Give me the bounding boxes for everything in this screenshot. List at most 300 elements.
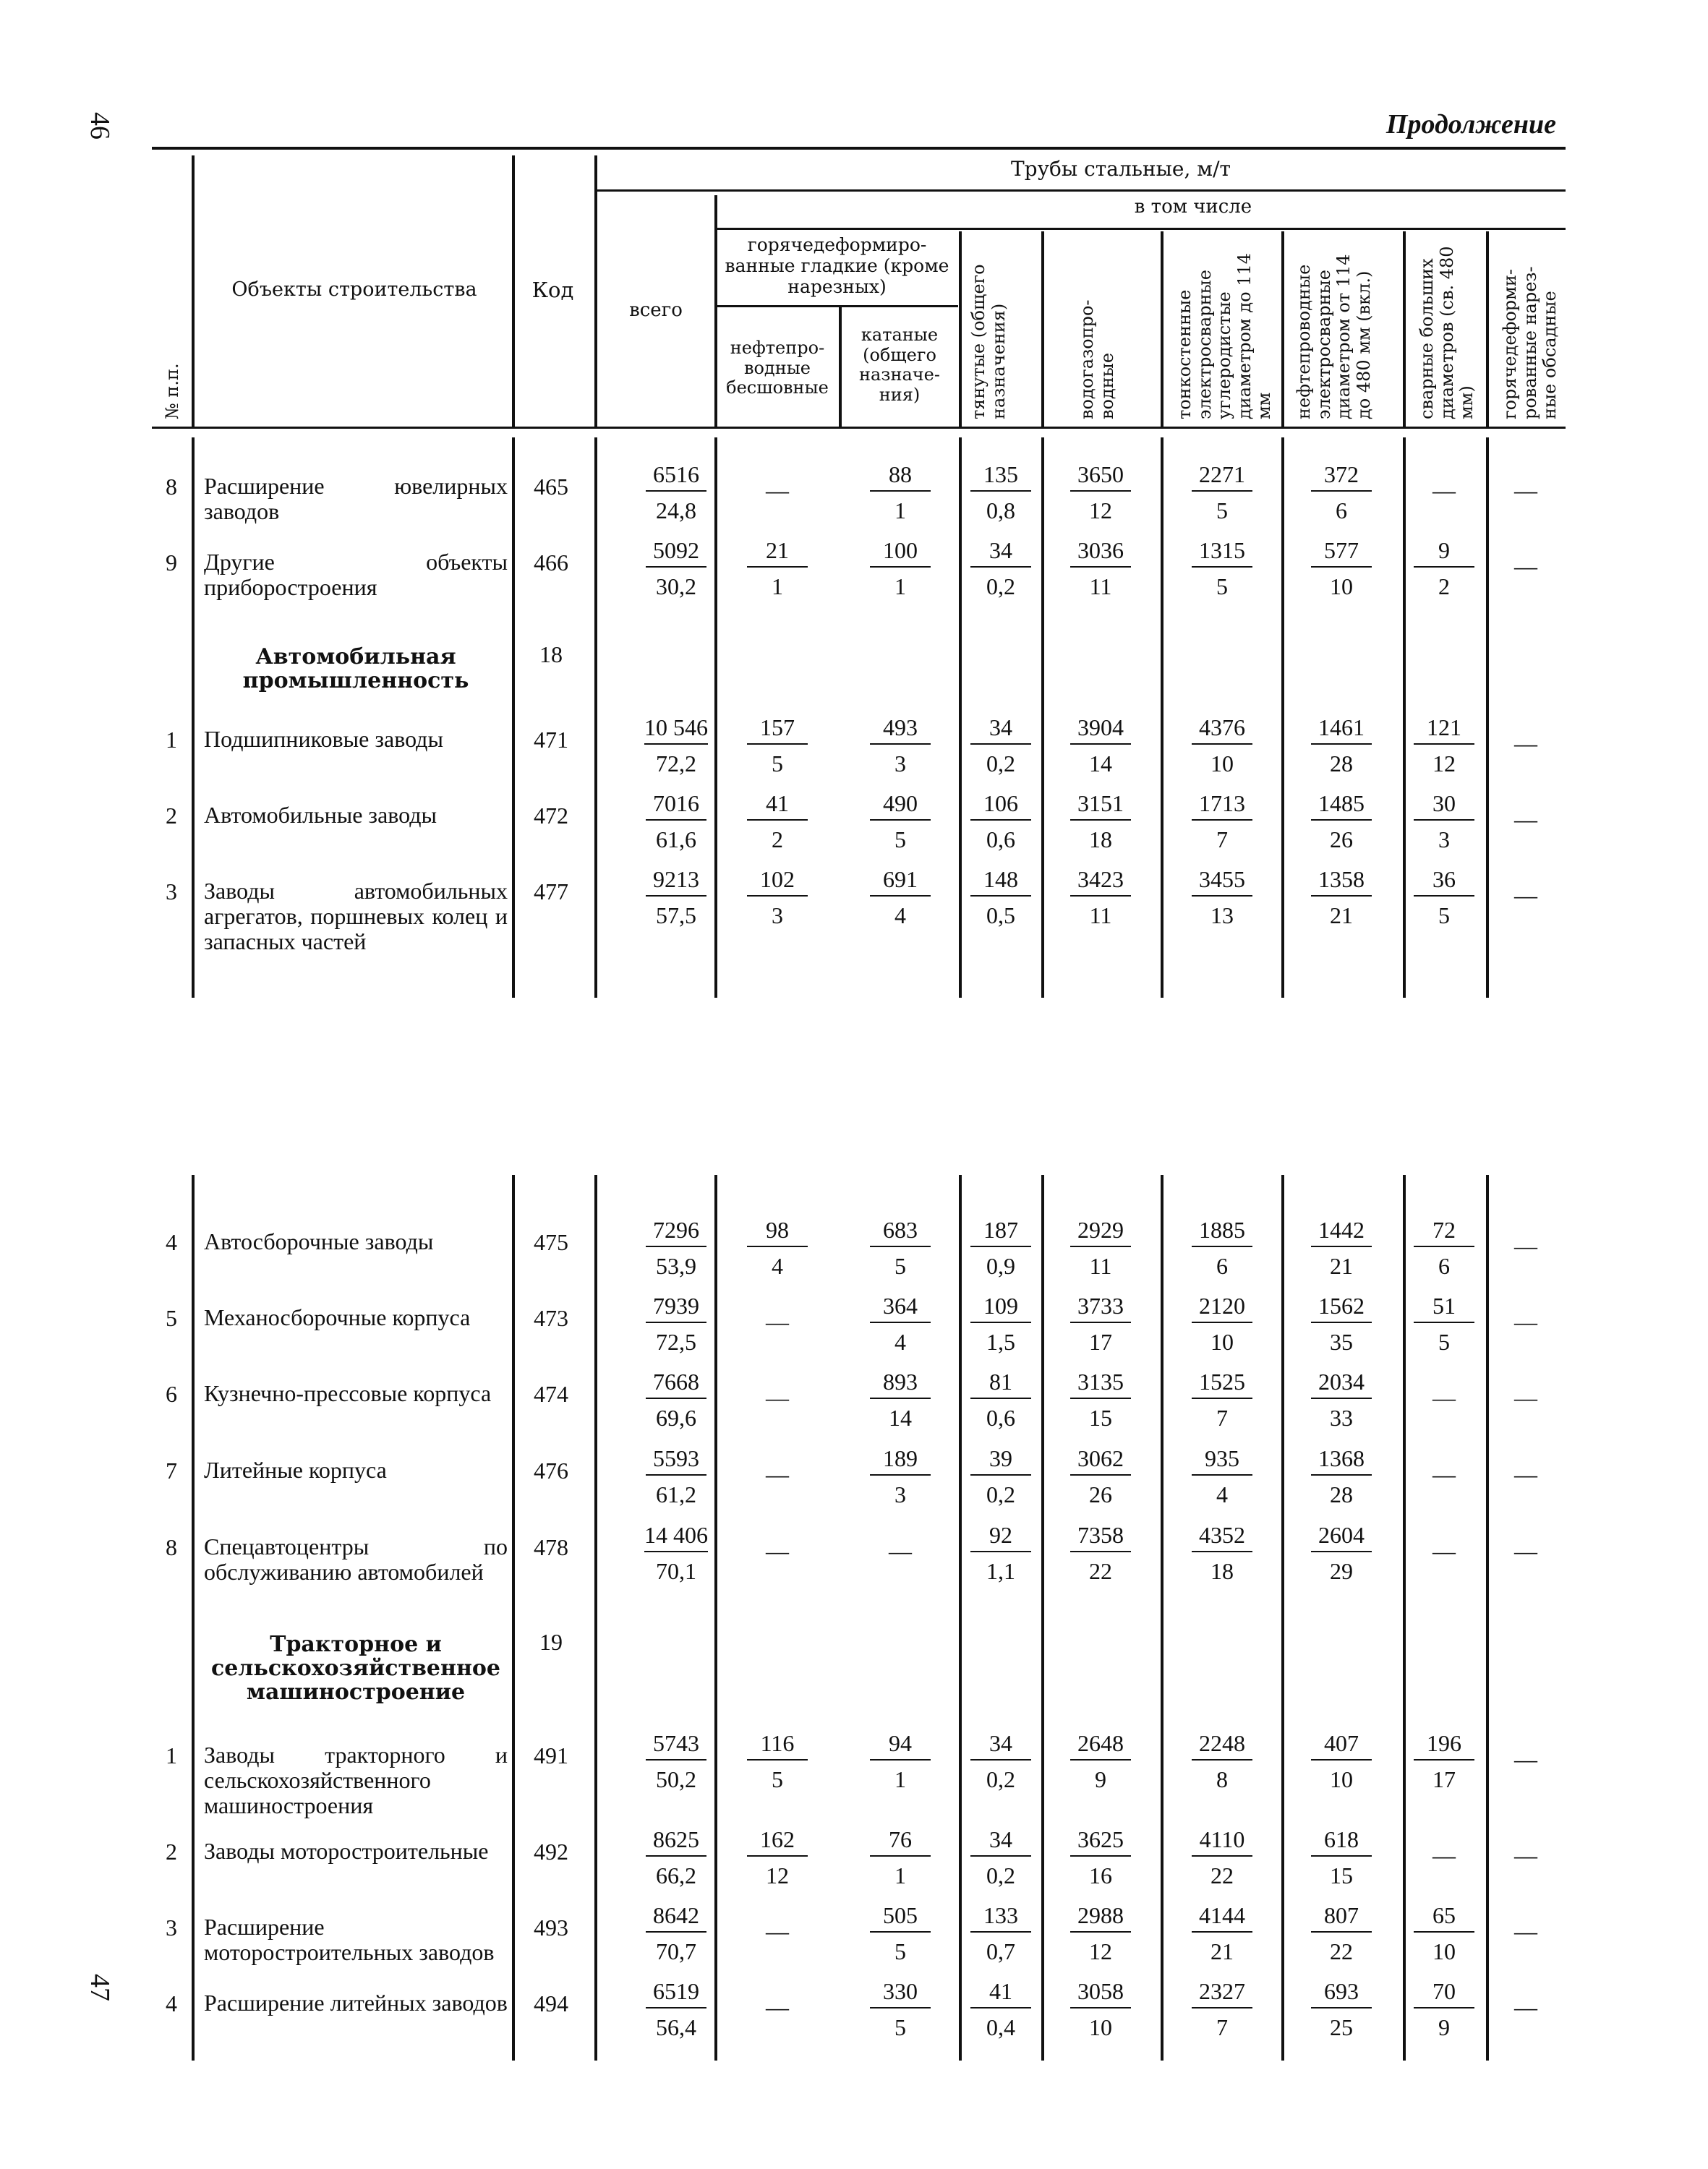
fraction-bottom: 5 — [894, 1253, 906, 1279]
fraction-bottom: 5 — [894, 2014, 906, 2040]
code-cell: 19 — [539, 1629, 563, 1655]
fraction-cell — [633, 1218, 720, 1278]
fraction-cell — [957, 1980, 1044, 2039]
fraction-bottom: 10 — [1210, 1329, 1234, 1355]
row-number: 2 — [166, 1839, 177, 1865]
fraction-cell — [857, 1294, 944, 1353]
code-cell: 491 — [534, 1742, 568, 1768]
code-cell: 471 — [534, 727, 568, 753]
empty-cell: — — [766, 477, 789, 503]
fraction-bottom: 30,2 — [656, 573, 696, 599]
fraction-top: 5593 — [646, 1447, 706, 1476]
fraction-bottom: 13 — [1210, 902, 1234, 928]
fraction-cell — [1057, 1218, 1144, 1278]
fraction-cell — [1298, 1904, 1385, 1963]
fraction-cell — [1179, 1370, 1265, 1429]
fraction-cell — [857, 1447, 944, 1506]
fraction-top: 34 — [970, 716, 1031, 745]
fraction-cell — [1298, 1732, 1385, 1791]
empty-cell: — — [1514, 553, 1537, 579]
fraction-bottom: 18 — [1210, 1558, 1234, 1584]
fraction-cell — [1057, 1294, 1144, 1353]
fraction-top: 10 546 — [644, 716, 708, 745]
fraction-bottom: 5 — [772, 1766, 783, 1792]
fraction-top: 3058 — [1070, 1980, 1131, 2008]
fraction-top: 7358 — [1070, 1523, 1131, 1552]
fraction-cell — [633, 1370, 720, 1429]
fraction-bottom: 9 — [1438, 2014, 1450, 2040]
fraction-cell — [857, 792, 944, 851]
fraction-cell — [857, 1218, 944, 1278]
column-rule — [1161, 437, 1163, 998]
empty-cell: — — [1432, 1538, 1456, 1564]
fraction-top: 2248 — [1192, 1732, 1252, 1761]
fraction-bottom: 3 — [772, 902, 783, 928]
fraction-top: 41 — [747, 792, 808, 821]
fraction-top: 3733 — [1070, 1294, 1131, 1323]
object-name: Другие объекты приборостроения — [204, 549, 508, 601]
fraction-cell — [957, 1447, 1044, 1506]
fraction-top: 81 — [970, 1370, 1031, 1399]
empty-cell: — — [1432, 1385, 1456, 1411]
fraction-top: 3650 — [1070, 463, 1131, 492]
fraction-top: 4352 — [1192, 1523, 1252, 1552]
fraction-bottom: 2 — [772, 826, 783, 852]
fraction-top: 14 406 — [644, 1523, 708, 1552]
fraction-cell — [1057, 1828, 1144, 1887]
fraction-top: 9 — [1414, 539, 1474, 568]
fraction-bottom: 22 — [1089, 1558, 1112, 1584]
fraction-top: 807 — [1311, 1904, 1372, 1933]
fraction-cell — [857, 716, 944, 775]
fraction-bottom: 69,6 — [656, 1405, 696, 1431]
fraction-cell — [734, 1732, 821, 1791]
fraction-top: 893 — [870, 1370, 931, 1399]
row-number: 3 — [166, 878, 177, 904]
fraction-cell — [633, 539, 720, 598]
fraction-bottom: 4 — [894, 902, 906, 928]
fraction-cell — [1179, 1447, 1265, 1506]
fraction-bottom: 4 — [894, 1329, 906, 1355]
fraction-bottom: 1 — [894, 1862, 906, 1888]
header-hot-threaded: горячедеформи-рованные нарез-ные обсадные — [1500, 266, 1560, 419]
fraction-top: 121 — [1414, 716, 1474, 745]
fraction-top: 1461 — [1311, 716, 1372, 745]
fraction-top: 5092 — [646, 539, 706, 568]
fraction-bottom: 7 — [1216, 2014, 1228, 2040]
fraction-bottom: 21 — [1330, 902, 1353, 928]
fraction-cell — [1298, 1370, 1385, 1429]
fraction-cell — [1401, 716, 1487, 775]
fraction-top: 2988 — [1070, 1904, 1131, 1933]
empty-cell: — — [766, 1385, 789, 1411]
fraction-bottom: 72,5 — [656, 1329, 696, 1355]
code-cell: 474 — [534, 1381, 568, 1407]
fraction-top: 34 — [970, 1732, 1031, 1761]
fraction-cell — [1298, 1218, 1385, 1278]
fraction-top: 21 — [747, 539, 808, 568]
fraction-bottom: 12 — [766, 1862, 789, 1888]
fraction-bottom: 18 — [1089, 826, 1112, 852]
fraction-top: 1525 — [1192, 1370, 1252, 1399]
fraction-top: 7939 — [646, 1294, 706, 1323]
section-title: Тракторное и сельскохозяйственное машиностроение — [210, 1632, 501, 1705]
empty-cell: — — [1514, 1233, 1537, 1259]
fraction-bottom: 15 — [1089, 1405, 1112, 1431]
fraction-cell — [1298, 868, 1385, 927]
fraction-cell — [633, 1904, 720, 1963]
fraction-bottom: 50,2 — [656, 1766, 696, 1792]
header-oil-welded: нефтепроводные электросварные диаметром от 114 до 480 мм (вкл.) — [1294, 254, 1374, 419]
empty-cell: — — [1514, 1461, 1537, 1487]
fraction-top: 1442 — [1311, 1218, 1372, 1247]
fraction-cell — [1179, 868, 1265, 927]
fraction-top: 407 — [1311, 1732, 1372, 1761]
fraction-cell — [957, 463, 1044, 522]
fraction-cell — [857, 1732, 944, 1791]
fraction-cell — [1057, 1370, 1144, 1429]
fraction-cell — [633, 463, 720, 522]
fraction-cell — [1401, 1294, 1487, 1353]
fraction-bottom: 6 — [1438, 1253, 1450, 1279]
fraction-bottom: 0,4 — [986, 2014, 1015, 2040]
fraction-bottom: 9 — [1095, 1766, 1106, 1792]
fraction-bottom: 61,2 — [656, 1481, 696, 1507]
fraction-top: 162 — [747, 1828, 808, 1857]
fraction-cell — [1298, 792, 1385, 851]
header-hot-group: горячедеформиро-ванные гладкие (кроме нарезных) — [725, 234, 949, 297]
fraction-top: 493 — [870, 716, 931, 745]
column-rule — [192, 437, 195, 998]
row-number: 2 — [166, 803, 177, 829]
fraction-cell — [857, 868, 944, 927]
row-number: 3 — [166, 1915, 177, 1941]
fraction-cell — [1401, 792, 1487, 851]
fraction-cell — [1179, 792, 1265, 851]
row-number: 4 — [166, 1990, 177, 2016]
header-water-gas: водогазопро-водные — [1077, 299, 1117, 419]
code-cell: 476 — [534, 1458, 568, 1484]
fraction-bottom: 53,9 — [656, 1253, 696, 1279]
fraction-top: 505 — [870, 1904, 931, 1933]
fraction-cell — [857, 1904, 944, 1963]
fraction-cell — [957, 868, 1044, 927]
fraction-cell — [1057, 539, 1144, 598]
page-number-top: 46 — [85, 112, 115, 140]
fraction-bottom: 11 — [1089, 1253, 1112, 1279]
fraction-top: 1713 — [1192, 792, 1252, 821]
fraction-bottom: 14 — [889, 1405, 912, 1431]
fraction-bottom: 12 — [1089, 497, 1112, 523]
fraction-bottom: 70,7 — [656, 1938, 696, 1964]
fraction-top: 30 — [1414, 792, 1474, 821]
object-name: Механосборочные корпуса — [204, 1304, 471, 1330]
fraction-top: 102 — [747, 868, 808, 897]
fraction-cell — [957, 1828, 1044, 1887]
fraction-cell — [857, 463, 944, 522]
fraction-cell — [633, 1447, 720, 1506]
fraction-cell — [1401, 1732, 1487, 1791]
fraction-top: 98 — [747, 1218, 808, 1247]
fraction-bottom: 0,2 — [986, 1481, 1015, 1507]
fraction-bottom: 0,8 — [986, 497, 1015, 523]
fraction-bottom: 0,2 — [986, 750, 1015, 777]
object-name: Спецавтоцентры по обслуживанию автомобилей — [204, 1533, 508, 1586]
fraction-bottom: 2 — [1438, 573, 1450, 599]
header-objects: Объекты строительства — [231, 278, 477, 301]
fraction-bottom: 6 — [1216, 1253, 1228, 1279]
column-rule — [594, 1175, 597, 2061]
fraction-cell — [957, 1904, 1044, 1963]
fraction-bottom: 0,7 — [986, 1938, 1015, 1964]
fraction-cell — [1179, 1904, 1265, 1963]
fraction-bottom: 21 — [1210, 1938, 1234, 1964]
fraction-bottom: 0,2 — [986, 1766, 1015, 1792]
object-name: Расширение ювелирных заводов — [204, 473, 508, 525]
fraction-bottom: 0,6 — [986, 826, 1015, 852]
fraction-top: 3135 — [1070, 1370, 1131, 1399]
fraction-cell — [957, 1294, 1044, 1353]
empty-cell: — — [1432, 477, 1456, 503]
object-name: Кузнечно-прессовые корпуса — [204, 1380, 492, 1406]
fraction-cell — [633, 868, 720, 927]
page-number-bottom: 47 — [85, 1974, 115, 2001]
header-large-welded: сварные больших диаметров (св. 480 мм) — [1417, 246, 1477, 419]
fraction-bottom: 22 — [1330, 1938, 1353, 1964]
code-cell: 473 — [534, 1305, 568, 1331]
fraction-top: 3625 — [1070, 1828, 1131, 1857]
fraction-cell — [1057, 463, 1144, 522]
header-drawn: тянутые (общего назначения) — [968, 264, 1009, 419]
fraction-top: 2604 — [1311, 1523, 1372, 1552]
object-name: Подшипниковые заводы — [204, 726, 443, 752]
empty-cell: — — [766, 1538, 789, 1564]
fraction-bottom: 15 — [1330, 1862, 1353, 1888]
fraction-top: 1368 — [1311, 1447, 1372, 1476]
fraction-cell — [1298, 1980, 1385, 2039]
object-name: Заводы тракторного и сельскохозяйственного машиностроения — [204, 1742, 508, 1819]
fraction-bottom: 70,1 — [656, 1558, 696, 1584]
empty-cell: — — [1432, 1461, 1456, 1487]
fraction-top: 148 — [970, 868, 1031, 897]
code-cell: 492 — [534, 1839, 568, 1865]
fraction-top: 189 — [870, 1447, 931, 1476]
fraction-cell — [957, 539, 1044, 598]
fraction-cell — [857, 1980, 944, 2039]
fraction-cell — [633, 1828, 720, 1887]
empty-cell: — — [1514, 730, 1537, 756]
fraction-cell — [957, 716, 1044, 775]
section-title: Автомобильная промышленность — [242, 644, 469, 693]
code-cell: 18 — [539, 641, 563, 667]
fraction-bottom: 10 — [1330, 1766, 1353, 1792]
fraction-top: 330 — [870, 1980, 931, 2008]
fraction-bottom: 17 — [1432, 1766, 1456, 1792]
fraction-top: 34 — [970, 539, 1031, 568]
empty-cell: — — [766, 1918, 789, 1944]
row-number: 8 — [166, 474, 177, 500]
fraction-bottom: 21 — [1330, 1253, 1353, 1279]
fraction-top: 4144 — [1192, 1904, 1252, 1933]
fraction-top: 135 — [970, 463, 1031, 492]
column-rule — [1281, 437, 1284, 998]
fraction-bottom: 72,2 — [656, 750, 696, 777]
fraction-top: 70 — [1414, 1980, 1474, 2008]
fraction-bottom: 1 — [894, 497, 906, 523]
fraction-cell — [1298, 1294, 1385, 1353]
fraction-bottom: 29 — [1330, 1558, 1353, 1584]
fraction-bottom: 5 — [1216, 497, 1228, 523]
fraction-bottom: 12 — [1089, 1938, 1112, 1964]
fraction-cell — [1401, 539, 1487, 598]
fraction-top: 2648 — [1070, 1732, 1131, 1761]
header-no: № п.п. — [162, 363, 182, 419]
code-cell: 465 — [534, 474, 568, 500]
empty-cell: — — [1514, 1385, 1537, 1411]
fraction-top: 1315 — [1192, 539, 1252, 568]
fraction-top: 3151 — [1070, 792, 1131, 821]
fraction-cell — [734, 539, 821, 598]
fraction-bottom: 4 — [772, 1253, 783, 1279]
row-number: 6 — [166, 1381, 177, 1407]
fraction-cell — [633, 716, 720, 775]
empty-cell: — — [1514, 1309, 1537, 1335]
fraction-bottom: 3 — [1438, 826, 1450, 852]
empty-cell: — — [1514, 1746, 1537, 1772]
fraction-bottom: 5 — [1216, 573, 1228, 599]
empty-cell: — — [1514, 1842, 1537, 1868]
fraction-bottom: 57,5 — [656, 902, 696, 928]
fraction-cell — [1298, 463, 1385, 522]
fraction-bottom: 5 — [894, 826, 906, 852]
fraction-cell — [1179, 1218, 1265, 1278]
fraction-top: 72 — [1414, 1218, 1474, 1247]
fraction-top: 372 — [1311, 463, 1372, 492]
fraction-bottom: 61,6 — [656, 826, 696, 852]
fraction-top: 3423 — [1070, 868, 1131, 897]
fraction-cell — [1401, 1904, 1487, 1963]
fraction-cell — [633, 792, 720, 851]
fraction-top: 7296 — [646, 1218, 706, 1247]
fraction-top: 196 — [1414, 1732, 1474, 1761]
fraction-top: 693 — [1311, 1980, 1372, 2008]
code-cell: 478 — [534, 1534, 568, 1560]
fraction-cell — [1298, 1447, 1385, 1506]
empty-cell: — — [766, 1994, 789, 2020]
fraction-top: 3036 — [1070, 539, 1131, 568]
fraction-cell — [633, 1980, 720, 2039]
fraction-bottom: 10 — [1210, 750, 1234, 777]
fraction-cell — [734, 1828, 821, 1887]
fraction-cell — [1179, 1828, 1265, 1887]
fraction-top: 2271 — [1192, 463, 1252, 492]
fraction-top: 8642 — [646, 1904, 706, 1933]
object-name: Автомобильные заводы — [204, 802, 437, 828]
fraction-cell — [857, 539, 944, 598]
fraction-cell — [1401, 1980, 1487, 2039]
fraction-cell — [734, 868, 821, 927]
fraction-top: 51 — [1414, 1294, 1474, 1323]
fraction-cell — [633, 1732, 720, 1791]
fraction-top: 8625 — [646, 1828, 706, 1857]
fraction-bottom: 3 — [894, 1481, 906, 1507]
header-thin-wall: тонкостенные электросварные углеродистые диаметром до 114 мм — [1174, 252, 1275, 419]
fraction-bottom: 10 — [1432, 1938, 1456, 1964]
fraction-cell — [633, 1294, 720, 1353]
header-including: в том числе — [1134, 196, 1252, 218]
empty-cell: — — [1432, 1842, 1456, 1868]
object-name: Расширение литейных заводов — [204, 1990, 508, 2016]
row-number: 8 — [166, 1534, 177, 1560]
fraction-bottom: 28 — [1330, 750, 1353, 777]
fraction-top: 7016 — [646, 792, 706, 821]
fraction-top: 76 — [870, 1828, 931, 1857]
fraction-cell — [1179, 539, 1265, 598]
fraction-cell — [734, 792, 821, 851]
fraction-bottom: 5 — [894, 1938, 906, 1964]
fraction-cell — [734, 1218, 821, 1278]
fraction-top: 1485 — [1311, 792, 1372, 821]
code-cell: 493 — [534, 1915, 568, 1941]
fraction-bottom: 66,2 — [656, 1862, 696, 1888]
fraction-top: 691 — [870, 868, 931, 897]
fraction-bottom: 10 — [1330, 573, 1353, 599]
fraction-bottom: 25 — [1330, 2014, 1353, 2040]
row-number: 7 — [166, 1458, 177, 1484]
fraction-top: 94 — [870, 1732, 931, 1761]
fraction-cell — [1179, 463, 1265, 522]
fraction-bottom: 1 — [772, 573, 783, 599]
header-rolled: катаные (общего назначе-ния) — [859, 325, 940, 405]
fraction-top: 39 — [970, 1447, 1031, 1476]
fraction-top: 157 — [747, 716, 808, 745]
fraction-top: 490 — [870, 792, 931, 821]
code-cell: 466 — [534, 549, 568, 576]
fraction-top: 3062 — [1070, 1447, 1131, 1476]
fraction-cell — [1179, 1523, 1265, 1583]
fraction-top: 3904 — [1070, 716, 1131, 745]
fraction-bottom: 7 — [1216, 826, 1228, 852]
fraction-top: 9213 — [646, 868, 706, 897]
fraction-bottom: 1 — [894, 573, 906, 599]
fraction-top: 577 — [1311, 539, 1372, 568]
fraction-bottom: 11 — [1089, 902, 1112, 928]
code-cell: 477 — [534, 878, 568, 904]
column-rule — [1161, 1175, 1163, 2061]
fraction-bottom: 10 — [1089, 2014, 1112, 2040]
fraction-bottom: 0,5 — [986, 902, 1015, 928]
fraction-top: 1358 — [1311, 868, 1372, 897]
fraction-cell — [957, 1218, 1044, 1278]
column-rule — [1281, 1175, 1284, 2061]
fraction-bottom: 56,4 — [656, 2014, 696, 2040]
row-number: 4 — [166, 1229, 177, 1255]
object-name: Автосборочные заводы — [204, 1228, 434, 1254]
fraction-bottom: 5 — [1438, 902, 1450, 928]
empty-cell: — — [1514, 1994, 1537, 2020]
fraction-top: 187 — [970, 1218, 1031, 1247]
fraction-top: 92 — [970, 1523, 1031, 1552]
fraction-cell — [1298, 539, 1385, 598]
fraction-bottom: 7 — [1216, 1405, 1228, 1431]
column-rule — [512, 437, 515, 998]
fraction-bottom: 1 — [894, 1766, 906, 1792]
fraction-bottom: 3 — [894, 750, 906, 777]
fraction-top: 2034 — [1311, 1370, 1372, 1399]
fraction-top: 3455 — [1192, 868, 1252, 897]
fraction-cell — [957, 1370, 1044, 1429]
fraction-bottom: 5 — [772, 750, 783, 777]
